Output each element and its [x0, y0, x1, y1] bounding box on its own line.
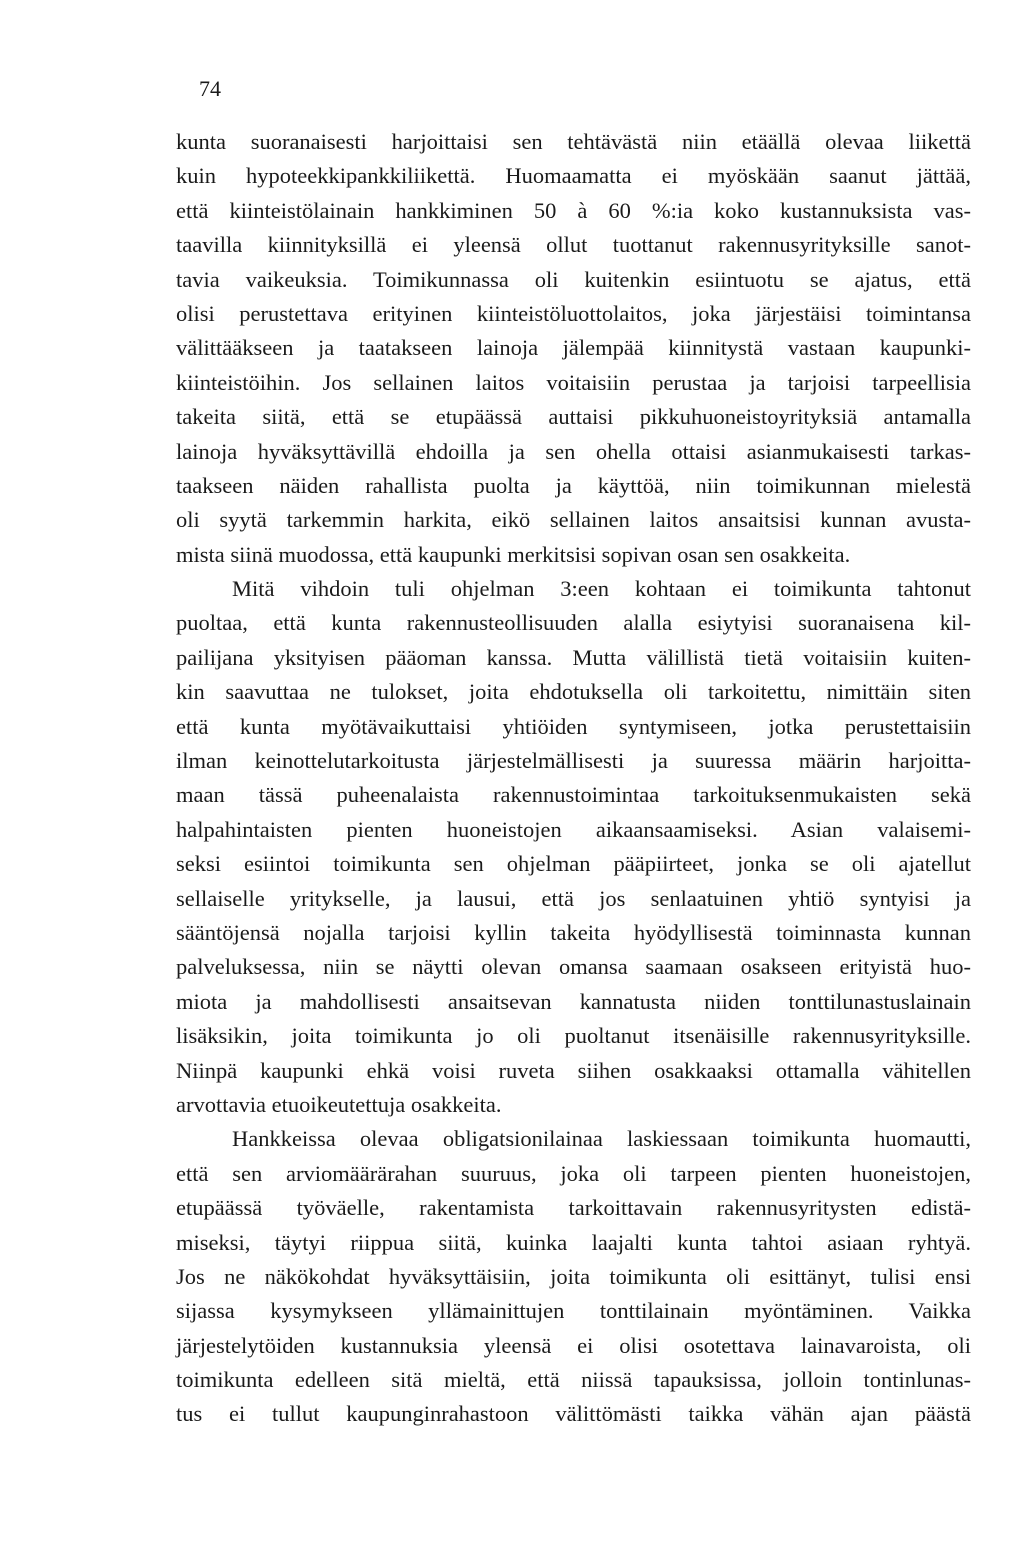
text-line: palveluksessa, niin se näytti olevan omansa saamaan osakseen erityistä huo-: [176, 954, 971, 980]
text-line: lisäksikin, joita toimikunta jo oli puoltanut itsenäisille rakennusyrityksille.: [176, 1023, 971, 1049]
text-line: kunta suoranaisesti harjoittaisi sen tehtävästä niin etäällä olevaa liikettä: [176, 129, 971, 154]
text-line: oli syytä tarkemmin harkita, eikö sellainen laitos ansaitsisi kunnan avusta-: [176, 507, 971, 533]
text-line: kin saavuttaa ne tulokset, joita ehdotuksella oli tarkoitettu, nimittäin siten: [176, 679, 971, 705]
text-line: välittääkseen ja taatakseen lainoja jälempää kiinnitystä vastaan kaupunki-: [176, 335, 971, 361]
text-line: taavilla kiinnityksillä ei yleensä ollut tuottanut rakennusyrityksille sanot-: [176, 232, 971, 258]
text-line: miseksi, täytyi riippua siitä, kuinka laajalti kunta tahtoi asiaan ryhtyä.: [176, 1229, 971, 1255]
text-line: puoltaa, että kunta rakennusteollisuuden alalla esiytyisi suoranaisena kil-: [176, 610, 971, 636]
text-line: ilman keinottelutarkoitusta järjestelmällisesti ja suuressa määrin harjoitta-: [176, 748, 971, 774]
text-line: tavia vaikeuksia. Toimikunnassa oli kuitenkin esiintuotu se ajatus, että: [176, 266, 971, 292]
text-line: kuin hypoteekkipankkiliikettä. Huomaamatta ei myöskään saanut jättää,: [176, 163, 971, 189]
text-line: etupäässä työväelle, rakentamista tarkoittavain rakennusyritysten edistä-: [176, 1195, 971, 1221]
text-line: että kiinteistölainain hankkiminen 50 à 60 %:ia koko kustannuksista vas-: [176, 197, 971, 223]
text-line: että sen arviomäärärahan suuruus, joka oli tarpeen pienten huoneistojen,: [176, 1160, 971, 1186]
text-line: halpahintaisten pienten huoneistojen aikaansaamiseksi. Asian valaisemi-: [176, 816, 971, 842]
body-text: [176, 125, 971, 1432]
page-number: 74: [199, 76, 221, 101]
text-line: miota ja mahdollisesti ansaitsevan kannatusta niiden tonttilunastuslainain: [176, 988, 971, 1014]
text-line: olisi perustettava erityinen kiinteistöluottolaitos, joka järjestäisi toimintansa: [176, 300, 971, 326]
text-line: arvottavia etuoikeutettuja osakkeita.: [176, 1091, 502, 1117]
text-line: että kunta myötävaikuttaisi yhtiöiden syntymiseen, jotka perustettaisiin: [176, 713, 971, 739]
text-line: järjestelytöiden kustannuksia yleensä ei olisi osotettava lainavaroista, oli: [176, 1332, 971, 1358]
text-line: toimikunta edelleen sitä mieltä, että niissä tapauksissa, jolloin tontinlunas-: [176, 1367, 971, 1393]
text-line: Mitä vihdoin tuli ohjelman 3:een kohtaan ei toimikunta tahtonut: [232, 576, 971, 602]
text-line: Jos ne näkökohdat hyväksyttäisiin, joita toimikunta oli esittänyt, tulisi ensi: [176, 1263, 971, 1289]
text-line: kiinteistöihin. Jos sellainen laitos voitaisiin perustaa ja tarjoisi tarpeellisia: [176, 369, 971, 395]
text-line: pailijana yksityisen pääoman kanssa. Mutta välillistä tietä voitaisiin kuiten-: [176, 644, 971, 670]
text-line: Niinpä kaupunki ehkä voisi ruveta siihen osakkaaksi ottamalla vähitellen: [176, 1057, 971, 1083]
text-line: sääntöjensä nojalla tarjoisi kyllin takeita hyödyllisestä toiminnasta kunnan: [176, 919, 971, 945]
text-line: takeita siitä, että se etupäässä auttaisi pikkuhuoneistoyrityksiä antamalla: [176, 404, 971, 430]
text-line: taakseen näiden rahallista puolta ja käyttöä, niin toimikunnan mielestä: [176, 472, 971, 498]
text-line: seksi esiintoi toimikunta sen ohjelman pääpiirteet, jonka se oli ajatellut: [176, 851, 971, 877]
text-line: Hankkeissa olevaa obligatsionilainaa laskiessaan toimikunta huomautti,: [232, 1126, 971, 1152]
text-line: lainoja hyväksyttävillä ehdoilla ja sen ohella ottaisi asianmukaisesti tarkas-: [176, 438, 971, 464]
text-line: maan tässä puheenalaista rakennustoimintaa tarkoituksenmukaisten sekä: [176, 782, 971, 808]
text-line: sijassa kysymykseen yllämainittujen tonttilainain myöntäminen. Vaikka: [176, 1298, 971, 1324]
text-line: tus ei tullut kaupunginrahastoon välittömästi taikka vähän ajan päästä: [176, 1401, 971, 1427]
text-line: sellaiselle yritykselle, ja lausui, että jos senlaatuinen yhtiö syntyisi ja: [176, 885, 971, 911]
text-line: mista siinä muodossa, että kaupunki merkitsisi sopivan osan sen osakkeita.: [176, 541, 851, 567]
